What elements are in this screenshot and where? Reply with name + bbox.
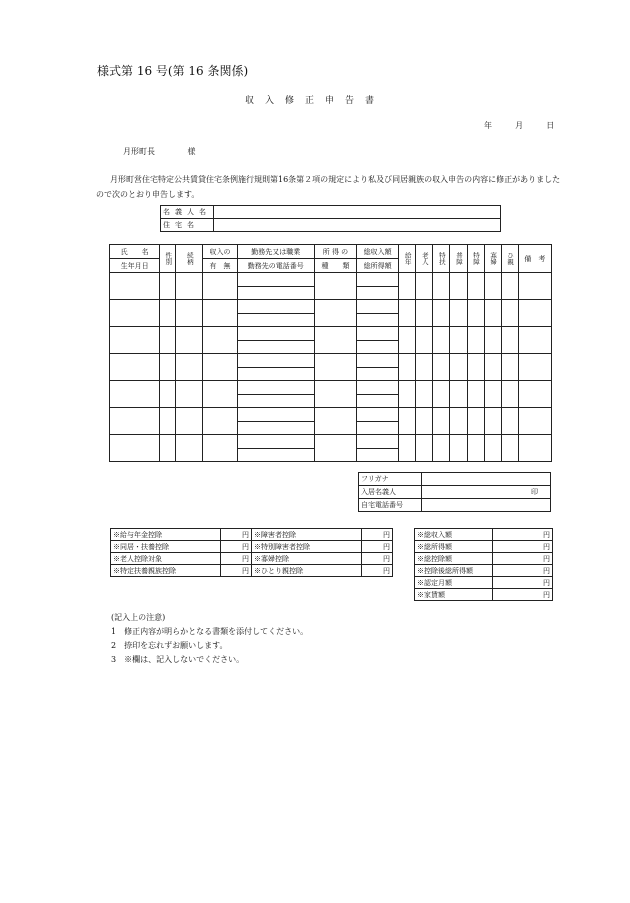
member-cell[interactable] xyxy=(450,381,467,408)
member-cell[interactable] xyxy=(484,435,501,462)
deduction-label: ※給与年金控除 xyxy=(111,529,221,541)
deduction-row xyxy=(111,541,393,553)
seal-mark: 印 xyxy=(531,488,538,496)
member-cell[interactable] xyxy=(176,408,203,435)
address-label: 住宅名 xyxy=(161,219,214,232)
member-cell[interactable] xyxy=(357,313,399,327)
member-cell[interactable] xyxy=(450,327,467,354)
total-row xyxy=(415,589,553,601)
total-amount[interactable]: 円 xyxy=(493,541,553,553)
h-income1: 収入の xyxy=(203,245,237,259)
deduction-amount[interactable]: 円 xyxy=(221,565,252,577)
member-cell[interactable] xyxy=(237,448,314,462)
member-cell[interactable] xyxy=(110,300,160,327)
addressee-name: 月形町長 xyxy=(123,147,155,156)
member-cell[interactable] xyxy=(484,354,501,381)
member-cell[interactable] xyxy=(203,300,237,327)
member-cell[interactable] xyxy=(484,381,501,408)
total-amount[interactable]: 円 xyxy=(493,565,553,577)
h-work2: 勤務先の電話番号 xyxy=(237,259,314,273)
member-cell[interactable] xyxy=(203,354,237,381)
date-year: 年 xyxy=(484,121,492,130)
member-cell[interactable] xyxy=(433,408,450,435)
h-special-dis: 特障 xyxy=(467,245,484,273)
member-cell[interactable] xyxy=(357,367,399,381)
member-cell[interactable] xyxy=(314,300,356,327)
member-cell[interactable] xyxy=(357,408,399,422)
h-income2: 有 無 xyxy=(203,259,237,273)
date-line xyxy=(484,120,554,131)
member-row xyxy=(110,408,552,422)
member-cell[interactable] xyxy=(399,300,416,327)
member-cell[interactable] xyxy=(357,394,399,408)
deduction-amount[interactable]: 円 xyxy=(221,541,252,553)
h-work1: 勤務先又は職業 xyxy=(237,245,314,259)
note-2: 2 捺印を忘れずお願いします。 xyxy=(111,641,228,650)
member-cell[interactable] xyxy=(433,300,450,327)
member-cell[interactable] xyxy=(357,286,399,300)
member-cell[interactable] xyxy=(176,435,203,462)
member-row xyxy=(110,435,552,449)
h-single: ひ親 xyxy=(501,245,518,273)
member-cell[interactable] xyxy=(357,381,399,395)
phone-field[interactable] xyxy=(422,499,551,512)
member-cell[interactable] xyxy=(450,408,467,435)
member-cell[interactable] xyxy=(357,354,399,368)
member-cell[interactable] xyxy=(160,381,176,408)
deduction-label: ※同居・扶養控除 xyxy=(111,541,221,553)
member-cell[interactable] xyxy=(203,408,237,435)
member-cell[interactable] xyxy=(501,381,518,408)
member-cell[interactable] xyxy=(237,300,314,314)
total-row xyxy=(415,577,553,589)
deductions-table xyxy=(110,528,393,577)
deduction-label: ※ひとり親控除 xyxy=(252,565,362,577)
member-cell[interactable] xyxy=(467,408,484,435)
member-cell[interactable] xyxy=(160,327,176,354)
member-cell[interactable] xyxy=(237,354,314,368)
member-cell[interactable] xyxy=(501,300,518,327)
deduction-amount[interactable]: 円 xyxy=(362,553,393,565)
member-cell[interactable] xyxy=(176,300,203,327)
member-cell[interactable] xyxy=(399,354,416,381)
member-cell[interactable] xyxy=(501,408,518,435)
member-cell[interactable] xyxy=(203,273,237,300)
member-cell[interactable] xyxy=(416,273,433,300)
address-field[interactable] xyxy=(214,219,501,232)
h-name1: 氏 名 xyxy=(110,245,160,259)
member-cell[interactable] xyxy=(357,327,399,341)
total-row xyxy=(415,541,553,553)
deduction-row xyxy=(111,529,393,541)
member-row xyxy=(110,381,552,395)
member-cell[interactable] xyxy=(237,340,314,354)
total-amount[interactable]: 円 xyxy=(493,553,553,565)
total-label: ※総所得額 xyxy=(415,541,493,553)
total-label: ※認定月額 xyxy=(415,577,493,589)
notes-head: (記入上の注意) xyxy=(111,613,166,622)
name-field[interactable] xyxy=(214,206,501,219)
member-cell[interactable] xyxy=(160,408,176,435)
member-cell[interactable] xyxy=(518,408,551,435)
contact-table xyxy=(358,472,551,512)
member-cell[interactable] xyxy=(160,273,176,300)
totals-table xyxy=(414,528,553,601)
h-kind1: 所 得 の xyxy=(314,245,356,259)
member-cell[interactable] xyxy=(433,273,450,300)
member-cell[interactable] xyxy=(237,421,314,435)
member-cell[interactable] xyxy=(110,354,160,381)
name-label: 名義人名 xyxy=(161,206,214,219)
member-cell[interactable] xyxy=(484,300,501,327)
member-cell[interactable] xyxy=(176,327,203,354)
note-1: 1 修正内容が明らかとなる書類を添付してください。 xyxy=(111,627,309,636)
member-row xyxy=(110,300,552,314)
total-label: ※総控除額 xyxy=(415,553,493,565)
member-cell[interactable] xyxy=(176,381,203,408)
member-cell[interactable] xyxy=(501,435,518,462)
member-cell[interactable] xyxy=(433,354,450,381)
member-cell[interactable] xyxy=(110,435,160,462)
member-cell[interactable] xyxy=(237,313,314,327)
deduction-label: ※老人控除対象 xyxy=(111,553,221,565)
h-salary: 給年 xyxy=(399,245,416,273)
member-cell[interactable] xyxy=(501,327,518,354)
h-general-dis: 普障 xyxy=(450,245,467,273)
member-cell[interactable] xyxy=(203,327,237,354)
total-label: ※総収入額 xyxy=(415,529,493,541)
member-cell[interactable] xyxy=(467,327,484,354)
addressee xyxy=(123,146,196,157)
form-number: 様式第 16 号(第 16 条関係) xyxy=(97,64,249,78)
member-cell[interactable] xyxy=(484,327,501,354)
member-cell[interactable] xyxy=(399,435,416,462)
member-cell[interactable] xyxy=(357,435,399,449)
member-cell[interactable] xyxy=(357,421,399,435)
member-cell[interactable] xyxy=(518,354,551,381)
member-cell[interactable] xyxy=(501,273,518,300)
member-cell[interactable] xyxy=(314,381,356,408)
total-label: ※家賃額 xyxy=(415,589,493,601)
member-cell[interactable] xyxy=(237,435,314,449)
deduction-amount[interactable]: 円 xyxy=(221,529,252,541)
member-cell[interactable] xyxy=(484,408,501,435)
household-table xyxy=(109,244,552,462)
phone-label: 自宅電話番号 xyxy=(359,499,422,512)
member-cell[interactable] xyxy=(160,435,176,462)
member-cell[interactable] xyxy=(450,354,467,381)
h-total1: 総収入額 xyxy=(357,245,399,259)
date-month: 月 xyxy=(515,121,524,130)
deduction-amount[interactable]: 円 xyxy=(362,529,393,541)
deduction-amount[interactable]: 円 xyxy=(362,565,393,577)
member-cell[interactable] xyxy=(450,435,467,462)
h-sex: 性別 xyxy=(160,245,176,273)
member-cell[interactable] xyxy=(416,300,433,327)
member-cell[interactable] xyxy=(314,408,356,435)
note-3: 3 ※欄は、記入しないでください。 xyxy=(111,655,245,664)
member-cell[interactable] xyxy=(467,435,484,462)
member-cell[interactable] xyxy=(399,273,416,300)
member-cell[interactable] xyxy=(416,327,433,354)
date-day: 日 xyxy=(546,121,555,130)
member-cell[interactable] xyxy=(176,354,203,381)
total-amount[interactable]: 円 xyxy=(493,577,553,589)
member-cell[interactable] xyxy=(416,354,433,381)
member-row xyxy=(110,354,552,368)
member-cell[interactable] xyxy=(467,273,484,300)
member-cell[interactable] xyxy=(518,435,551,462)
h-remarks: 備 考 xyxy=(518,245,551,273)
deduction-row xyxy=(111,553,393,565)
intro-text: 月形町営住宅特定公共賃貸住宅条例施行規則第16条第２項の規定により私及び同居親族の収入申告の内容に修正がありましたので次のとおり申告します。 xyxy=(96,175,561,199)
h-rel: 続柄 xyxy=(176,245,203,273)
total-amount[interactable]: 円 xyxy=(493,589,553,601)
member-cell[interactable] xyxy=(237,327,314,341)
total-amount[interactable]: 円 xyxy=(493,529,553,541)
h-name2: 生年月日 xyxy=(110,259,160,273)
member-cell[interactable] xyxy=(357,273,399,287)
h-elder: 老人 xyxy=(416,245,433,273)
applicant-table xyxy=(160,205,501,232)
member-cell[interactable] xyxy=(467,381,484,408)
member-row xyxy=(110,273,552,287)
notes xyxy=(111,611,308,667)
h-kind2: 種 類 xyxy=(314,259,356,273)
member-rows xyxy=(110,273,552,462)
member-cell[interactable] xyxy=(450,300,467,327)
member-cell[interactable] xyxy=(399,381,416,408)
furigana-label: フリガナ xyxy=(359,473,422,486)
member-cell[interactable] xyxy=(518,381,551,408)
member-cell[interactable] xyxy=(433,435,450,462)
total-row xyxy=(415,565,553,577)
member-cell[interactable] xyxy=(203,435,237,462)
occupant-field[interactable] xyxy=(422,486,551,499)
furigana-field[interactable] xyxy=(422,473,551,486)
member-row xyxy=(110,327,552,341)
member-cell[interactable] xyxy=(314,354,356,381)
total-row xyxy=(415,553,553,565)
member-cell[interactable] xyxy=(357,340,399,354)
member-cell[interactable] xyxy=(484,273,501,300)
member-cell[interactable] xyxy=(450,273,467,300)
member-cell[interactable] xyxy=(110,408,160,435)
member-cell[interactable] xyxy=(237,394,314,408)
member-cell[interactable] xyxy=(110,273,160,300)
addressee-suffix: 様 xyxy=(187,147,196,156)
h-special: 特扶 xyxy=(433,245,450,273)
member-cell[interactable] xyxy=(357,448,399,462)
total-label: ※控除後総所得額 xyxy=(415,565,493,577)
member-cell[interactable] xyxy=(399,408,416,435)
member-cell[interactable] xyxy=(433,327,450,354)
member-cell[interactable] xyxy=(314,327,356,354)
member-cell[interactable] xyxy=(518,300,551,327)
member-cell[interactable] xyxy=(416,408,433,435)
deduction-label: ※障害者控除 xyxy=(252,529,362,541)
member-cell[interactable] xyxy=(416,435,433,462)
total-row xyxy=(415,529,553,541)
member-cell[interactable] xyxy=(518,273,551,300)
h-total2: 総所得額 xyxy=(357,259,399,273)
deduction-amount[interactable]: 円 xyxy=(221,553,252,565)
deduction-label: ※特別障害者控除 xyxy=(252,541,362,553)
member-cell[interactable] xyxy=(416,381,433,408)
deduction-row xyxy=(111,565,393,577)
member-cell[interactable] xyxy=(399,327,416,354)
member-cell[interactable] xyxy=(237,367,314,381)
form-title: 収入修正申告書 xyxy=(244,96,385,106)
h-widow: 寡婦 xyxy=(484,245,501,273)
member-cell[interactable] xyxy=(237,408,314,422)
deduction-label: ※特定扶養親族控除 xyxy=(111,565,221,577)
member-cell[interactable] xyxy=(110,327,160,354)
header-row xyxy=(110,245,552,259)
member-cell[interactable] xyxy=(433,381,450,408)
member-cell[interactable] xyxy=(518,327,551,354)
deduction-amount[interactable]: 円 xyxy=(362,541,393,553)
member-cell[interactable] xyxy=(467,300,484,327)
member-cell[interactable] xyxy=(467,354,484,381)
member-cell[interactable] xyxy=(314,273,356,300)
member-cell[interactable] xyxy=(237,273,314,287)
occupant-label: 入居名義人 xyxy=(359,486,422,499)
member-cell[interactable] xyxy=(314,435,356,462)
member-cell[interactable] xyxy=(160,354,176,381)
member-cell[interactable] xyxy=(203,381,237,408)
member-cell[interactable] xyxy=(176,273,203,300)
member-cell[interactable] xyxy=(237,381,314,395)
deduction-label: ※寡婦控除 xyxy=(252,553,362,565)
member-cell[interactable] xyxy=(237,286,314,300)
member-cell[interactable] xyxy=(160,300,176,327)
member-cell[interactable] xyxy=(357,300,399,314)
member-cell[interactable] xyxy=(110,381,160,408)
member-cell[interactable] xyxy=(501,354,518,381)
